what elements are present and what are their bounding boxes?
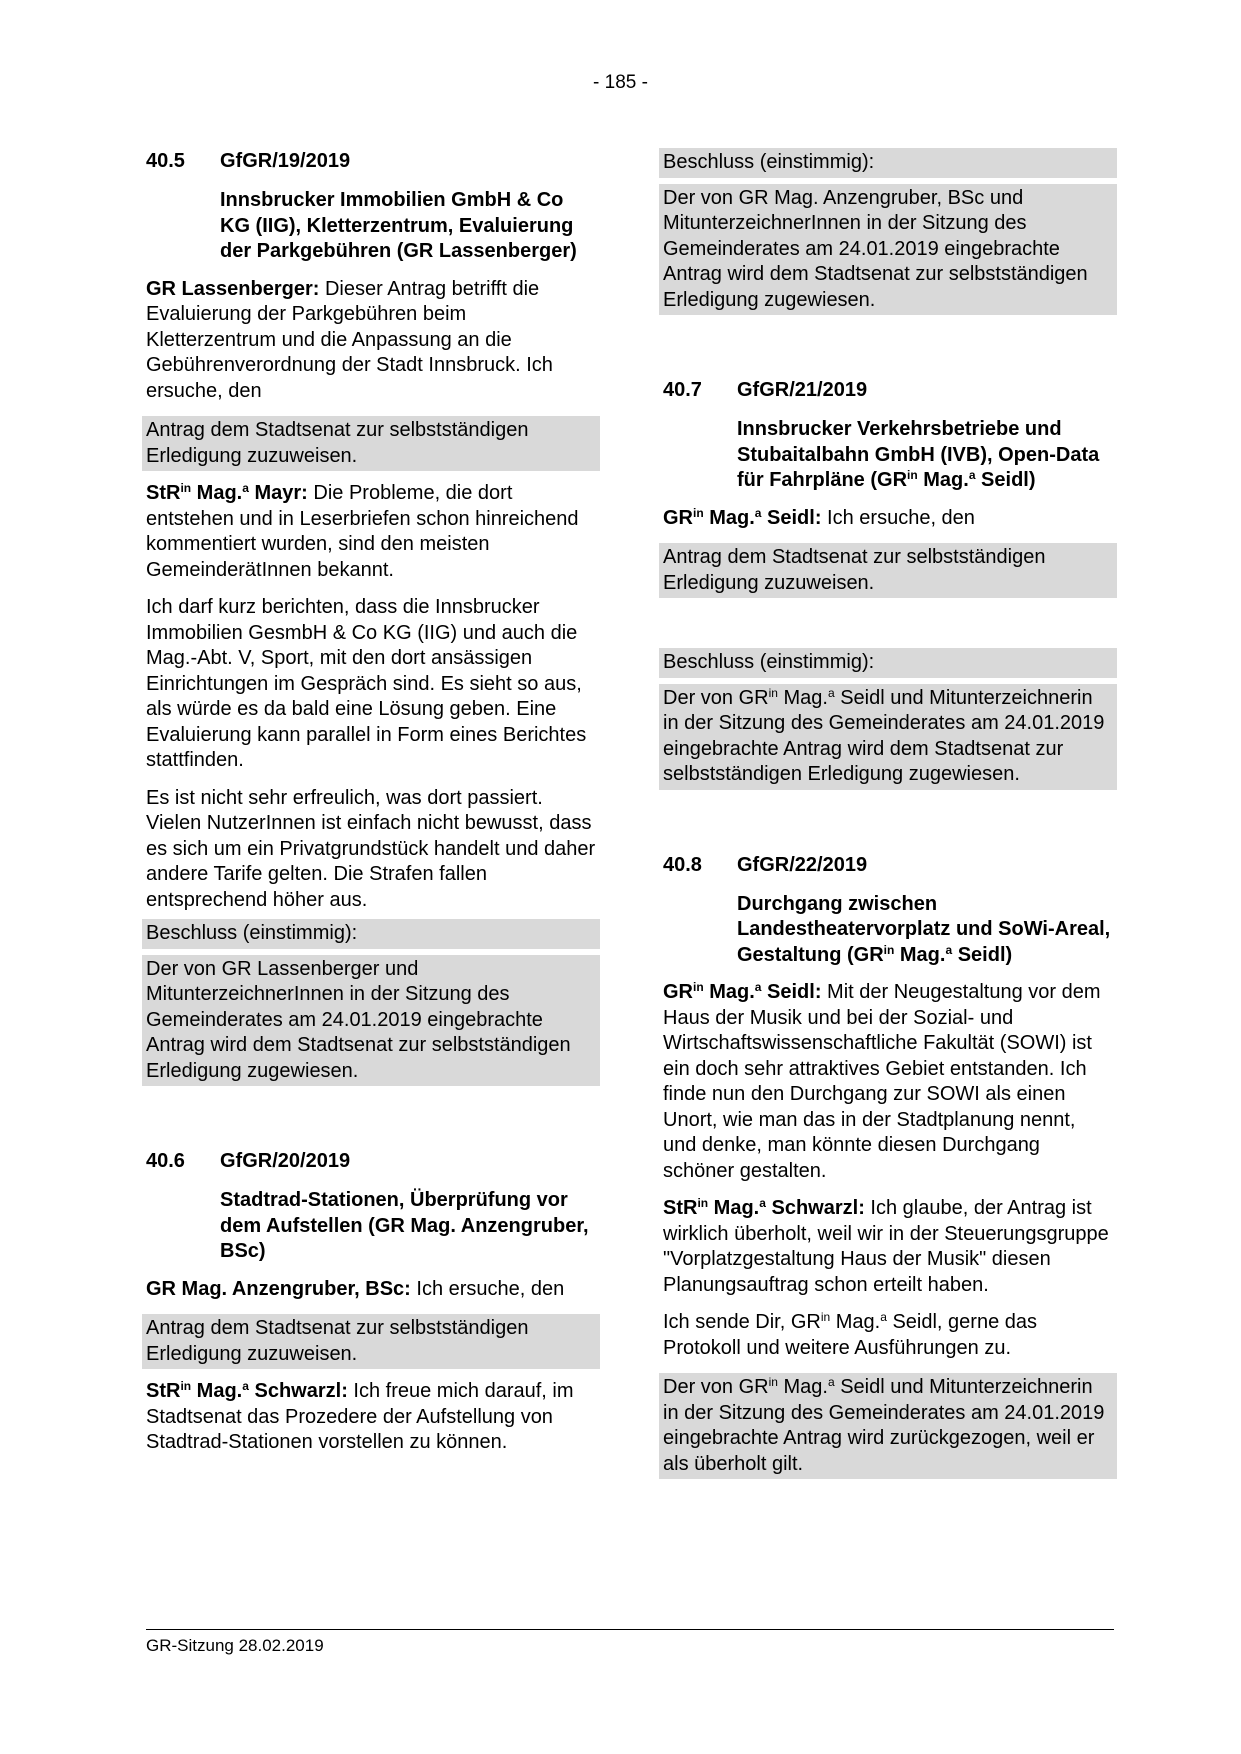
- section-heading-40-5: [146, 148, 596, 174]
- speech-paragraph: [663, 506, 1113, 532]
- section-code: GfGR/21/2019: [737, 379, 868, 401]
- section-number: 40.8: [663, 853, 702, 876]
- speech-paragraph: [663, 980, 1113, 1184]
- speaker-name: StR$^{in}$ Mag.$^a$ Schwarzl:: [146, 1379, 348, 1402]
- motion-box: Antrag dem Stadtsenat zur selbstständigen Erledigung zuzuweisen.: [142, 1314, 600, 1369]
- footer-divider: [146, 1629, 1114, 1630]
- speaker-name: StR$^{in}$ Mag.$^a$ Schwarzl:: [663, 1196, 865, 1219]
- speech-text: Ich glaube, der Antrag ist wirklich überholt, weil wir in der Steuerungsgruppe "Vorplatzgestaltung Haus der Musik" diesen Planungsauftrag schon erteilt haben.: [663, 1197, 1109, 1296]
- resolution-label: Beschluss (einstimmig):: [659, 148, 1117, 178]
- section-code: GfGR/19/2019: [220, 150, 351, 172]
- section-title: Innsbrucker Immobilien GmbH & Co KG (IIG), Kletterzentrum, Evaluierung der Parkgebühren (GR Lassenberger): [220, 189, 577, 262]
- page-number: - 185 -: [593, 72, 648, 93]
- section-heading-40-6: [146, 1148, 596, 1174]
- section-heading-40-8: [663, 852, 1113, 878]
- speech-paragraph: [146, 481, 596, 583]
- speech-text: Ich freue mich darauf, im Stadtsenat das Prozedere der Aufstellung von Stadtrad-Stationen vorstellen zu können.: [146, 1380, 574, 1453]
- speaker-name: $GR^{in}$ Mag.$^a$ Seidl:: [663, 980, 822, 1003]
- section-code: GfGR/22/2019: [737, 853, 868, 876]
- footer-text: GR-Sitzung 28.02.2019: [146, 1636, 324, 1655]
- resolution-label: Beschluss (einstimmig):: [142, 919, 600, 949]
- speaker-name: StR$^{in}$ Mag.$^a$ Mayr:: [146, 481, 308, 504]
- speech-text: Mit der Neugestaltung vor dem Haus der Musik und bei der Sozial- und Wirtschaftswissenschaftliche Fakultät (SOWI) ist ein doch sehr attraktives Gebiet entstanden. Ich finde nun den Durchgang zur SOWI als einen Unort, wie man das in der Stadtplanung nennt, und denke, man könnte diesen Durchgang schöner gestalten.: [663, 981, 1101, 1182]
- speech-paragraph: [146, 1379, 596, 1456]
- right-column: [663, 148, 1113, 1489]
- paragraph: Es ist nicht sehr erfreulich, was dort passiert. Vielen NutzerInnen ist einfach nicht bewusst, dass es sich um ein Privatgrundstück handelt und daher andere Tarife gelten. Die Strafen fallen entsprechend höher aus.: [146, 786, 596, 911]
- resolution-text: Der von GR Mag. Anzengruber, BSc und MitunterzeichnerInnen in der Sitzung des Gemeinderates am 24.01.2019 eingebrachte Antrag wird dem Stadtsenat zur selbstständigen Erledigung zugewiesen.: [659, 184, 1117, 316]
- resolution-text: Der von $GR^{in}$ Mag.$^a$ Seidl und Mitunterzeichnerin in der Sitzung des Gemeinderates am 24.01.2019 eingebrachte Antrag wird zurückgezogen, weil er als überholt gilt.: [659, 1373, 1117, 1479]
- speaker-name: GR Lassenberger:: [146, 277, 320, 300]
- section-number: 40.7: [663, 379, 702, 401]
- resolution-text: Der von GR Lassenberger und MitunterzeichnerInnen in der Sitzung des Gemeinderates am 24.01.2019 eingebrachte Antrag wird dem Stadtsenat zur selbstständigen Erledigung zugewiesen.: [142, 955, 600, 1087]
- speech-text: Die Probleme, die dort entstehen und in Leserbriefen schon hinreichend kommentiert wurden, sind den meisten GemeinderätInnen bekannt.: [146, 482, 579, 581]
- section-title: Durchgang zwischen Landestheatervorplatz und SoWi-Areal, Gestaltung ($GR^{in}$ Mag.$^a$ Seidl): [737, 892, 1111, 966]
- motion-box: Antrag dem Stadtsenat zur selbstständigen Erledigung zuzuweisen.: [659, 543, 1117, 598]
- section-title: Stadtrad-Stationen, Überprüfung vor dem Aufstellen (GR Mag. Anzengruber, BSc): [220, 1189, 589, 1262]
- motion-box: Antrag dem Stadtsenat zur selbstständigen Erledigung zuzuweisen.: [142, 416, 600, 471]
- speech-text: Ich ersuche, den: [821, 506, 975, 529]
- section-number: 40.6: [146, 1150, 185, 1172]
- left-column: [146, 148, 596, 1468]
- section-number: 40.5: [146, 150, 185, 172]
- section-heading-40-7: [663, 377, 1113, 403]
- resolution-label: Beschluss (einstimmig):: [659, 648, 1117, 678]
- section-code: GfGR/20/2019: [220, 1150, 351, 1172]
- speech-paragraph: [663, 1196, 1113, 1298]
- speech-paragraph: [146, 1277, 596, 1303]
- speech-text: Ich ersuche, den: [410, 1277, 565, 1300]
- speech-text: Dieser Antrag betrifft die Evaluierung der Parkgebühren beim Kletterzentrum und die Anpassung an die Gebührenverordnung der Stadt Innsbruck. Ich ersuche, den: [146, 277, 553, 402]
- paragraph: Ich sende Dir, $GR^{in}$ Mag.$^a$ Seidl, gerne das Protokoll und weitere Ausführungen zu.: [663, 1310, 1038, 1359]
- paragraph: Ich darf kurz berichten, dass die Innsbrucker Immobilien GesmbH & Co KG (IIG) und auch die Mag.-Abt. V, Sport, mit den dort ansässigen Einrichtungen im Gespräch sind. Es sieht so aus, als würde es da bald eine Lösung geben. Eine Evaluierung kann parallel in Form eines Berichtes stattfinden.: [146, 596, 587, 771]
- speaker-name: $GR^{in}$ Mag.$^a$ Seidl:: [663, 505, 822, 529]
- speaker-name: GR Mag. Anzengruber, BSc:: [146, 1277, 411, 1300]
- section-title: Innsbrucker Verkehrsbetriebe und Stubaitalbahn GmbH (IVB), Open-Data für Fahrpläne ($GR^{in}$ Mag.$^a$ Seidl): [737, 418, 1100, 491]
- resolution-text: Der von $GR^{in}$ Mag.$^a$ Seidl und Mitunterzeichnerin in der Sitzung des Gemeinderates am 24.01.2019 eingebrachte Antrag wird dem Stadtsenat zur selbstständigen Erledigung zugewiesen.: [659, 684, 1117, 790]
- speech-paragraph: [146, 277, 596, 405]
